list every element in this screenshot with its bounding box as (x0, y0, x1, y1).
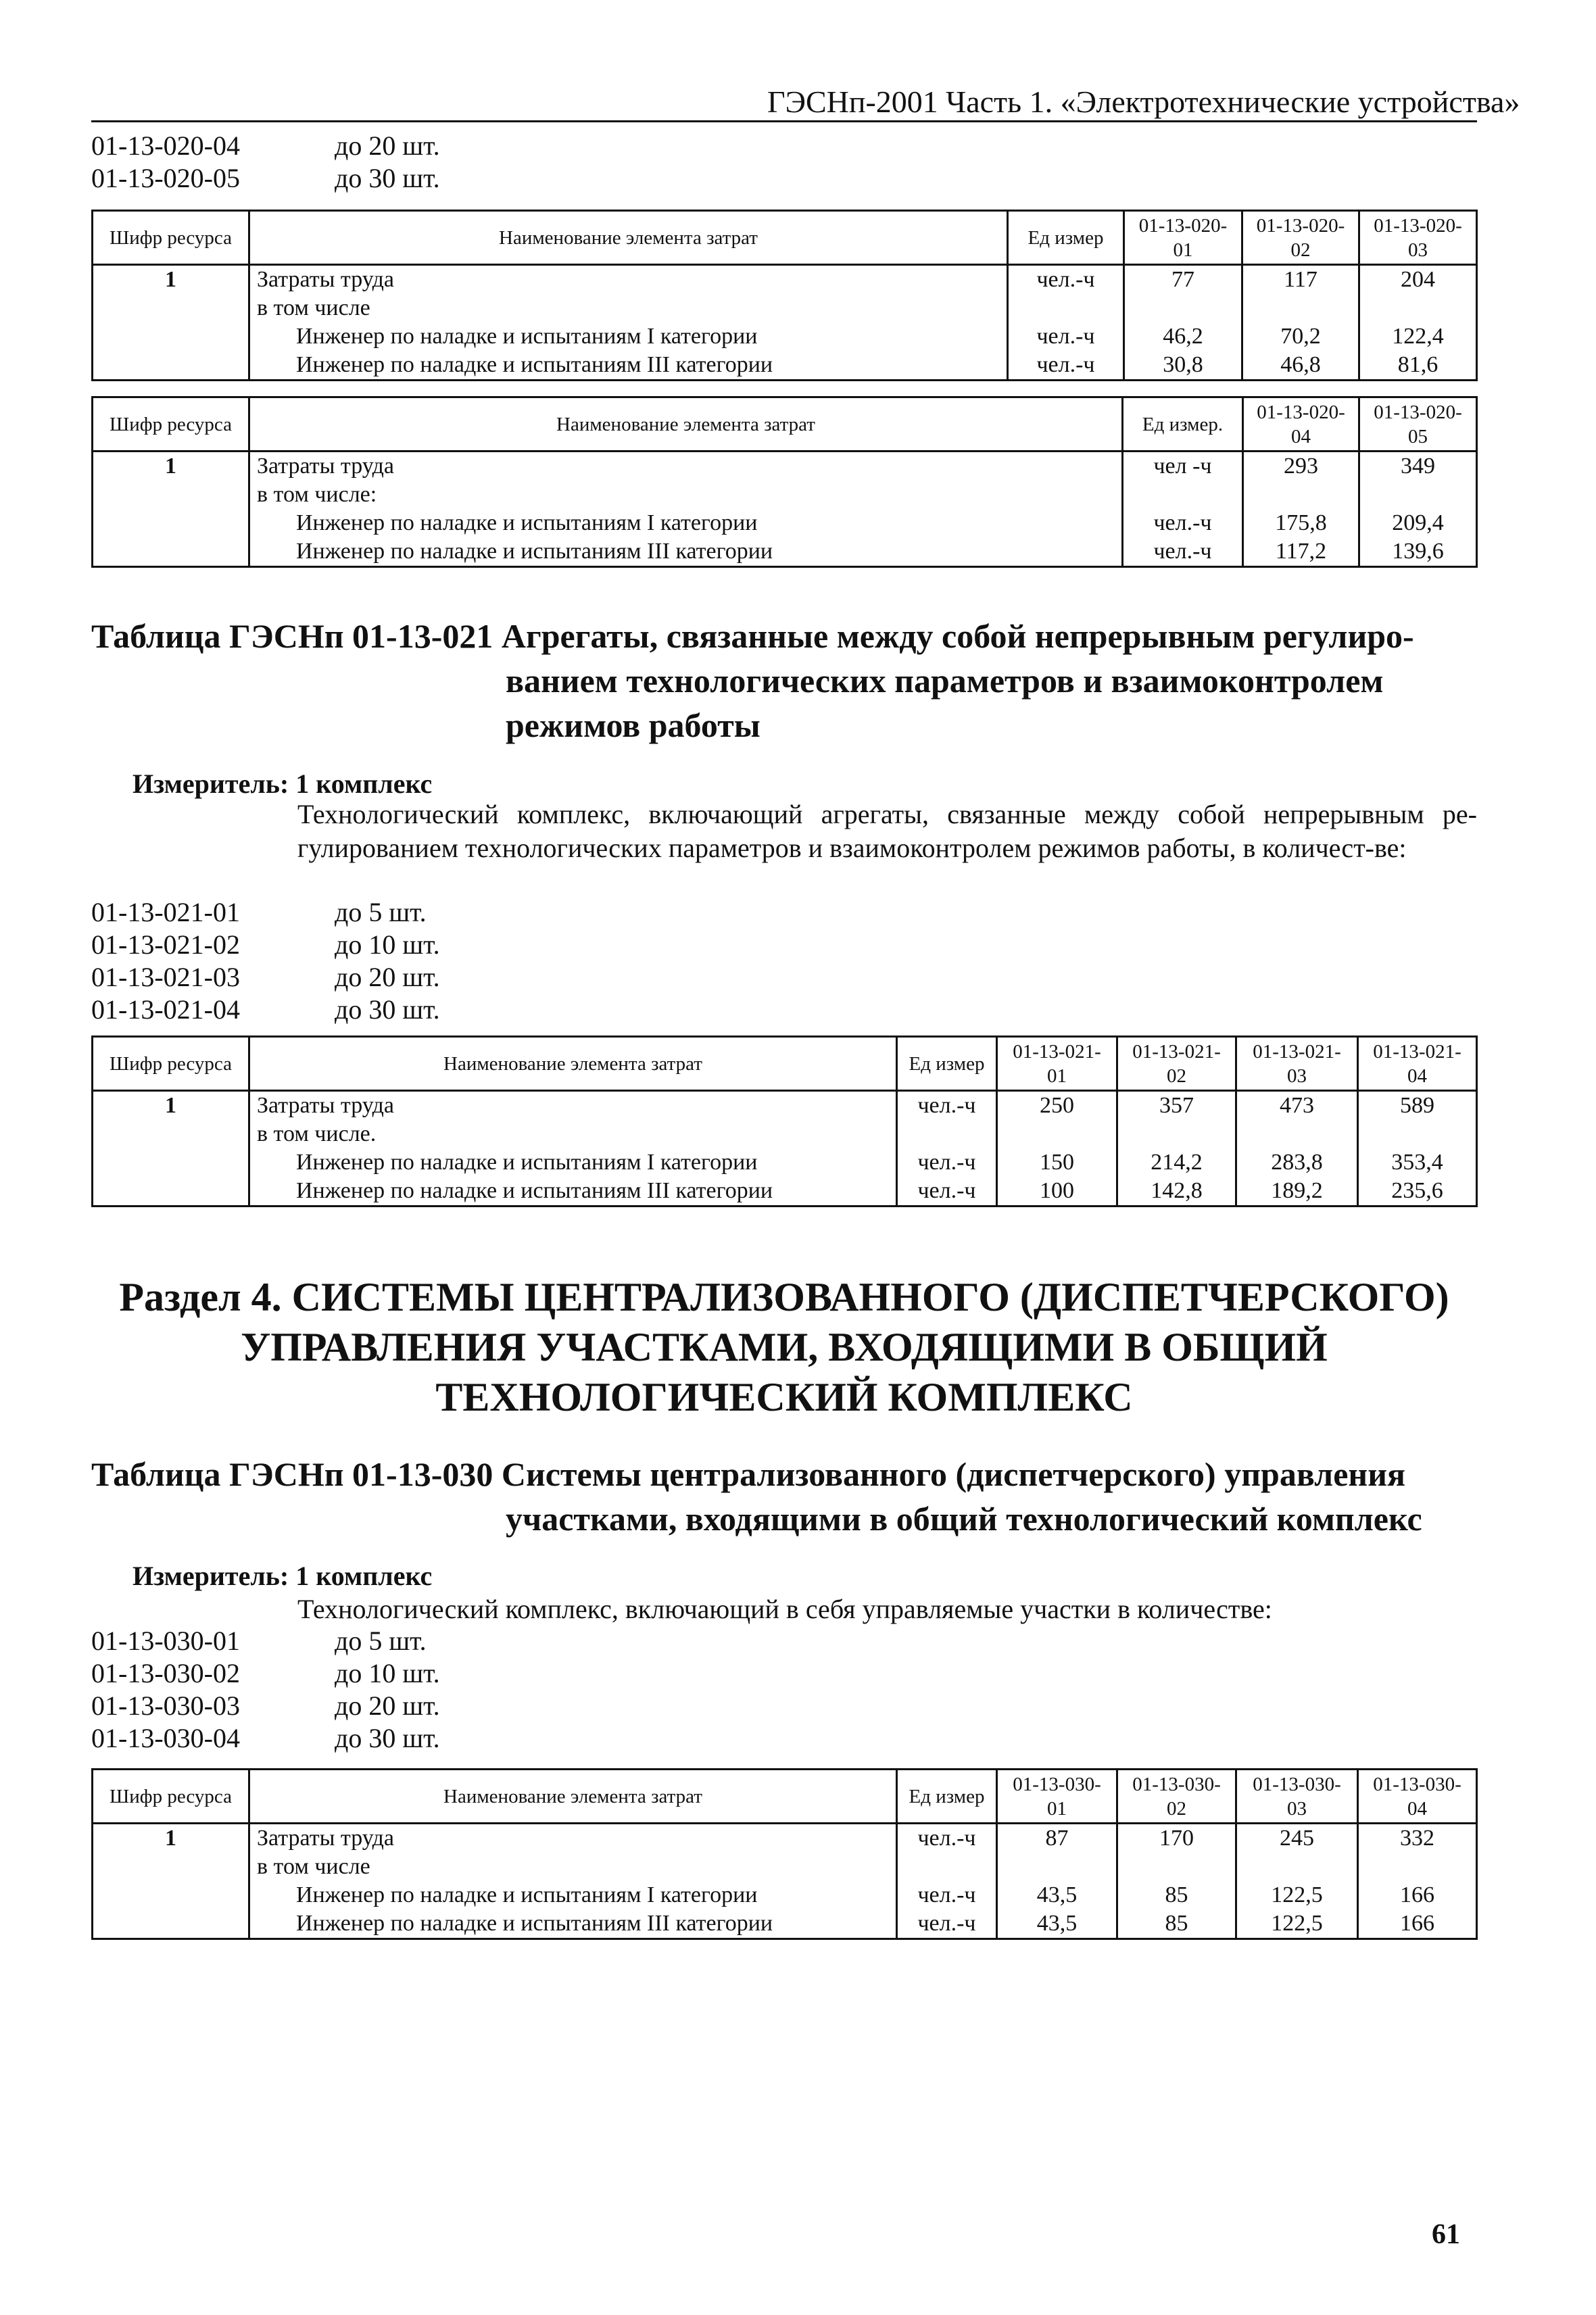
col-header-norm: 01-13-030-02 (1117, 1770, 1236, 1824)
measurement-description: Технологический комплекс, включающий в себя управляемые участки в количестве: (297, 1594, 1272, 1624)
resource-table-021 (91, 1035, 1478, 1207)
cell-name: Затраты труда (249, 1824, 897, 1853)
table-row (93, 1148, 1477, 1177)
cell-name: Инженер по наладке и испытаниям I категории (249, 1148, 897, 1177)
col-header-code: Шифр ресурса (93, 1770, 249, 1824)
item-value: до 10 шт. (335, 929, 440, 960)
table-row (93, 1091, 1477, 1121)
cell-unit: чел.-ч (897, 1909, 997, 1939)
cell-value: 209,4 (1359, 509, 1477, 537)
section-heading-line: УПРАВЛЕНИЯ УЧАСТКАМИ, ВХОДЯЩИМИ В ОБЩИЙ (241, 1325, 1328, 1369)
code-list-item (91, 162, 440, 194)
col-header-norm: 01-13-020-01 (1124, 211, 1242, 265)
cell-name: Инженер по наладке и испытаниям III категории (249, 1909, 897, 1939)
cell-value (1242, 294, 1359, 322)
cell-value: 30,8 (1124, 351, 1242, 381)
cell-name: Инженер по наладке и испытаниям I категории (249, 509, 1123, 537)
col-header-norm: 01-13-020-03 (1359, 211, 1477, 265)
cell-unit: чел.-ч (897, 1148, 997, 1177)
cell-value: 189,2 (1236, 1177, 1358, 1207)
cell-value (1359, 481, 1477, 509)
cell-unit: чел.-ч (897, 1824, 997, 1853)
measurement-label: Измеритель: (132, 769, 289, 799)
cell-value (1236, 1120, 1358, 1148)
cell-value: 589 (1358, 1091, 1477, 1121)
cell-value: 175,8 (1243, 509, 1359, 537)
cell-value: 250 (997, 1091, 1117, 1121)
col-header-norm: 01-13-030-01 (997, 1770, 1117, 1824)
code-list-item (91, 1625, 427, 1657)
code-list-item (91, 130, 440, 162)
cell-unit: чел.-ч (1123, 509, 1243, 537)
cell-value (1359, 294, 1477, 322)
item-code: 01-13-030-01 (91, 1626, 240, 1656)
cell-value: 85 (1117, 1881, 1236, 1909)
col-header-norm: 01-13-021-03 (1236, 1037, 1358, 1091)
cell-value (1236, 1853, 1358, 1881)
code-list-item (91, 1722, 440, 1754)
cell-value: 353,4 (1358, 1148, 1477, 1177)
code-list-item (91, 994, 440, 1025)
item-code: 01-13-021-04 (91, 994, 240, 1025)
item-code: 01-13-020-04 (91, 130, 240, 161)
col-header-unit: Ед измер (897, 1770, 997, 1824)
item-code: 01-13-030-04 (91, 1723, 240, 1753)
cell-value: 283,8 (1236, 1148, 1358, 1177)
cell-value (1117, 1853, 1236, 1881)
col-header-name: Наименование элемента затрат (249, 397, 1123, 452)
cell-value: 43,5 (997, 1909, 1117, 1939)
running-header: ГЭСНп-2001 Часть 1. «Электротехнические устройства» (767, 84, 1520, 119)
cell-name: Инженер по наладке и испытаниям III категории (249, 351, 1008, 381)
cell-code (93, 1177, 249, 1207)
cell-code (93, 537, 249, 567)
table-heading-title: Системы централизованного (диспетчерского) управления (501, 1455, 1406, 1493)
cell-name: Инженер по наладке и испытаниям I категории (249, 1881, 897, 1909)
col-header-unit: Ед измер (897, 1037, 997, 1091)
cell-name: в том числе: (249, 481, 1123, 509)
item-code: 01-13-020-05 (91, 163, 240, 193)
cell-unit: чел.-ч (1008, 265, 1124, 295)
cell-name: в том числе. (249, 1120, 897, 1148)
col-header-code: Шифр ресурса (93, 211, 249, 265)
col-header-norm: 01-13-021-04 (1358, 1037, 1477, 1091)
cell-unit: чел.-ч (1008, 322, 1124, 351)
col-header-norm: 01-13-020-04 (1243, 397, 1359, 452)
cell-value: 293 (1243, 452, 1359, 481)
cell-code: 1 (93, 1091, 249, 1121)
item-value: до 20 шт. (335, 130, 440, 161)
section-heading (81, 1272, 1487, 1422)
cell-unit: чел.-ч (1123, 537, 1243, 567)
cell-value: 332 (1358, 1824, 1477, 1853)
cell-value (1124, 294, 1242, 322)
cell-code: 1 (93, 452, 249, 481)
table-row (93, 1909, 1477, 1939)
table-row (93, 537, 1477, 567)
cell-name: Инженер по наладке и испытаниям III категории (249, 1177, 897, 1207)
cell-value: 166 (1358, 1881, 1477, 1909)
cell-value (1358, 1853, 1477, 1881)
item-value: до 5 шт. (335, 897, 427, 927)
header-rule (91, 120, 1477, 122)
cell-value: 170 (1117, 1824, 1236, 1853)
cell-value: 46,8 (1242, 351, 1359, 381)
cell-value: 100 (997, 1177, 1117, 1207)
cell-code (93, 294, 249, 322)
col-header-norm: 01-13-020-02 (1242, 211, 1359, 265)
cell-value: 150 (997, 1148, 1117, 1177)
cell-value (1117, 1120, 1236, 1148)
cell-code: 1 (93, 1824, 249, 1853)
cell-unit: чел.-ч (1008, 351, 1124, 381)
cell-code (93, 1120, 249, 1148)
table-row (93, 1120, 1477, 1148)
cell-code: 1 (93, 265, 249, 295)
cell-code (93, 1909, 249, 1939)
cell-value: 235,6 (1358, 1177, 1477, 1207)
cell-name: Инженер по наладке и испытаниям I категории (249, 322, 1008, 351)
cell-value: 87 (997, 1824, 1117, 1853)
measurement-unit (132, 1560, 432, 1592)
cell-value: 70,2 (1242, 322, 1359, 351)
cell-name: в том числе (249, 1853, 897, 1881)
cell-value: 117 (1242, 265, 1359, 295)
resource-table-030 (91, 1768, 1478, 1940)
table-row (93, 1824, 1477, 1853)
measurement-description: Технологический комплекс, включающий агрегаты, связанные между собой непрерывным ре-гулированием технологических параметров и взаимоконтролем режимов работы, в количест-ве: (297, 799, 1477, 863)
cell-code (93, 1148, 249, 1177)
code-list-item (91, 929, 440, 960)
col-header-code: Шифр ресурса (93, 1037, 249, 1091)
cell-unit: чел.-ч (897, 1177, 997, 1207)
item-value: до 20 шт. (335, 1690, 440, 1721)
item-code: 01-13-021-01 (91, 897, 240, 927)
col-header-norm: 01-13-030-04 (1358, 1770, 1477, 1824)
item-value: до 5 шт. (335, 1626, 427, 1656)
item-value: до 30 шт. (335, 994, 440, 1025)
table-row (93, 351, 1477, 381)
table-heading-title: Агрегаты, связанные между собой непрерывным регулиро- (501, 617, 1414, 655)
cell-name: Затраты труда (249, 265, 1008, 295)
resource-table-020-b (91, 396, 1478, 568)
cell-code (93, 509, 249, 537)
measurement-unit (132, 768, 432, 800)
col-header-name: Наименование элемента затрат (249, 1037, 897, 1091)
col-header-name: Наименование элемента затрат (249, 1770, 897, 1824)
col-header-norm: 01-13-021-01 (997, 1037, 1117, 1091)
cell-unit: чел.-ч (897, 1091, 997, 1121)
col-header-code: Шифр ресурса (93, 397, 249, 452)
col-header-norm: 01-13-020-05 (1359, 397, 1477, 452)
cell-value (1243, 481, 1359, 509)
measurement-value: 1 комплекс (295, 769, 433, 799)
cell-value: 349 (1359, 452, 1477, 481)
col-header-unit: Ед измер. (1123, 397, 1243, 452)
table-row (93, 294, 1477, 322)
cell-code (93, 351, 249, 381)
item-code: 01-13-030-03 (91, 1690, 240, 1721)
cell-code (93, 1853, 249, 1881)
cell-code (93, 322, 249, 351)
table-row (93, 265, 1477, 295)
section-heading-line: ТЕХНОЛОГИЧЕСКИЙ КОМПЛЕКС (435, 1375, 1133, 1419)
cell-unit (1123, 481, 1243, 509)
item-code: 01-13-021-03 (91, 962, 240, 992)
col-header-unit: Ед измер (1008, 211, 1124, 265)
cell-value: 122,4 (1359, 322, 1477, 351)
table-heading-021 (91, 614, 1414, 658)
table-row (93, 509, 1477, 537)
cell-name: в том числе (249, 294, 1008, 322)
cell-name: Затраты труда (249, 1091, 897, 1121)
cell-value (997, 1120, 1117, 1148)
cell-code (93, 481, 249, 509)
col-header-norm: 01-13-030-03 (1236, 1770, 1358, 1824)
table-row (93, 1177, 1477, 1207)
cell-code (93, 1881, 249, 1909)
item-code: 01-13-021-02 (91, 929, 240, 960)
code-list-item (91, 896, 427, 928)
table-row (93, 322, 1477, 351)
table-heading-030 (91, 1452, 1405, 1496)
table-row (93, 452, 1477, 481)
table-row (93, 1881, 1477, 1909)
item-value: до 30 шт. (335, 163, 440, 193)
table-row (93, 1853, 1477, 1881)
table-row (93, 481, 1477, 509)
table-heading-prefix: Таблица ГЭСНп 01-13-030 (91, 1455, 493, 1493)
cell-value: 245 (1236, 1824, 1358, 1853)
cell-unit (897, 1853, 997, 1881)
cell-value (997, 1853, 1117, 1881)
cell-unit: чел.-ч (897, 1881, 997, 1909)
cell-value: 139,6 (1359, 537, 1477, 567)
cell-value: 142,8 (1117, 1177, 1236, 1207)
cell-value: 166 (1358, 1909, 1477, 1939)
code-list-item (91, 1657, 440, 1689)
cell-unit (897, 1120, 997, 1148)
cell-value: 85 (1117, 1909, 1236, 1939)
section-heading-line: Раздел 4. СИСТЕМЫ ЦЕНТРАЛИЗОВАННОГО (ДИСПЕТЧЕРСКОГО) (119, 1275, 1449, 1319)
cell-value: 204 (1359, 265, 1477, 295)
cell-value: 46,2 (1124, 322, 1242, 351)
item-value: до 30 шт. (335, 1723, 440, 1753)
cell-name: Затраты труда (249, 452, 1123, 481)
table-heading-prefix: Таблица ГЭСНп 01-13-021 (91, 617, 493, 655)
cell-unit (1008, 294, 1124, 322)
cell-value: 214,2 (1117, 1148, 1236, 1177)
col-header-norm: 01-13-021-02 (1117, 1037, 1236, 1091)
cell-value: 473 (1236, 1091, 1358, 1121)
measurement-label: Измеритель: (132, 1561, 289, 1591)
measurement-value: 1 комплекс (295, 1561, 433, 1591)
cell-unit: чел -ч (1123, 452, 1243, 481)
page-number: 61 (1432, 2219, 1460, 2250)
item-code: 01-13-030-02 (91, 1658, 240, 1688)
item-value: до 20 шт. (335, 962, 440, 992)
cell-value: 77 (1124, 265, 1242, 295)
resource-table-020-a (91, 210, 1478, 381)
cell-name: Инженер по наладке и испытаниям III категории (249, 537, 1123, 567)
cell-value: 357 (1117, 1091, 1236, 1121)
cell-value: 122,5 (1236, 1881, 1358, 1909)
table-heading-title-cont: ванием технологических параметров и взаимоконтролем (506, 662, 1384, 700)
col-header-name: Наименование элемента затрат (249, 211, 1008, 265)
cell-value (1358, 1120, 1477, 1148)
table-heading-title-cont: участками, входящими в общий технологический комплекс (506, 1500, 1422, 1538)
cell-value: 117,2 (1243, 537, 1359, 567)
cell-value: 122,5 (1236, 1909, 1358, 1939)
item-value: до 10 шт. (335, 1658, 440, 1688)
code-list-item (91, 961, 440, 993)
code-list-item (91, 1690, 440, 1722)
cell-value: 43,5 (997, 1881, 1117, 1909)
table-heading-title-cont: режимов работы (506, 706, 760, 744)
cell-value: 81,6 (1359, 351, 1477, 381)
